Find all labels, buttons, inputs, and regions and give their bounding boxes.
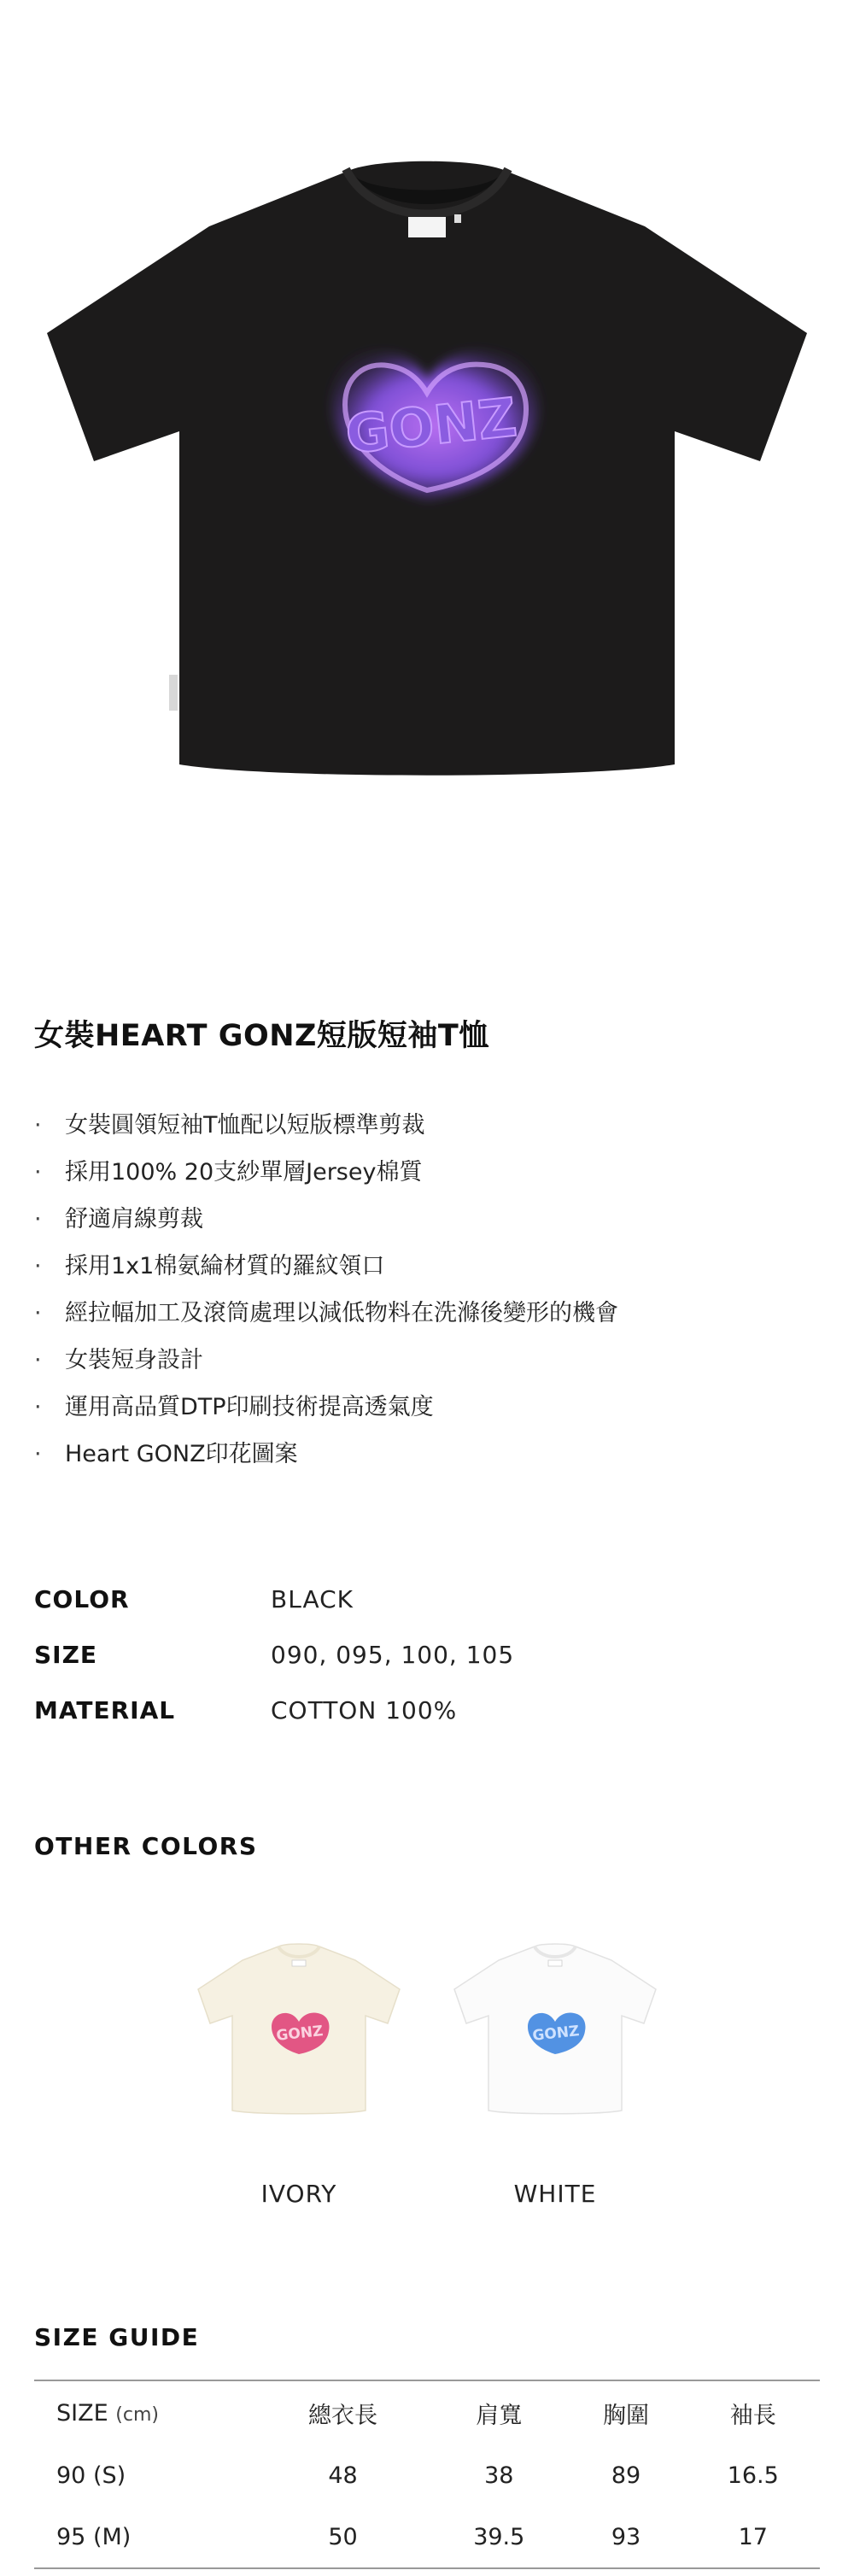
column-header: SIZE (cm) [34, 2380, 254, 2444]
column-header: 胸圍 [565, 2380, 686, 2444]
table-header-row [34, 2380, 820, 2444]
table-cell: 39.5 [432, 2506, 565, 2568]
side-tag [169, 675, 178, 711]
feature-item: · 經拉幅加工及滾筒處理以減低物料在洗滌後變形的機會 [34, 1290, 618, 1337]
spec-key: SIZE [34, 1641, 98, 1669]
variant-label[interactable]: WHITE [513, 2180, 597, 2208]
color-variant-white[interactable] [444, 1935, 666, 2208]
tshirt-white-thumbnail[interactable] [444, 1935, 666, 2127]
spec-row-size [34, 1627, 514, 1683]
print-logo-text: GONZ [342, 385, 520, 466]
bullet-icon: · [34, 1300, 42, 1326]
neck-label [408, 217, 446, 237]
table-cell: 95 (M) [34, 2506, 254, 2568]
column-header: 肩寬 [432, 2380, 565, 2444]
spec-value: 090, 095, 100, 105 [271, 1641, 515, 1669]
spec-row-color [34, 1572, 514, 1627]
feature-item: · 女裝圓領短袖T恤配以短版標準剪裁 [34, 1102, 618, 1149]
spec-value: BLACK [271, 1585, 354, 1613]
bullet-icon: · [34, 1347, 42, 1373]
bullet-icon: · [34, 1394, 42, 1420]
bullet-icon: · [34, 1112, 42, 1139]
svg-text:GONZ: GONZ [275, 2023, 325, 2045]
table-row [34, 2444, 820, 2506]
color-variant-ivory[interactable] [188, 1935, 410, 2208]
feature-list [34, 1102, 618, 1478]
variant-label[interactable]: IVORY [260, 2180, 337, 2208]
other-colors-heading: OTHER COLORS [34, 1832, 258, 1860]
spec-key: COLOR [34, 1585, 130, 1613]
feature-item: · 採用100% 20支紗單層Jersey棉質 [34, 1149, 618, 1196]
size-guide-table [34, 2380, 820, 2569]
feature-item: · 採用1x1棉氨綸材質的羅紋領口 [34, 1243, 618, 1290]
bullet-icon: · [34, 1206, 42, 1232]
spec-value: COTTON 100% [271, 1696, 458, 1724]
product-title: 女裝HEART GONZ短版短袖T恤 [34, 1019, 489, 1053]
unit-label: (cm) [115, 2403, 159, 2426]
bullet-icon: · [34, 1441, 42, 1467]
table-cell: 50 [254, 2506, 432, 2568]
table-cell: 93 [565, 2506, 686, 2568]
bullet-icon: · [34, 1159, 42, 1186]
size-guide-heading: SIZE GUIDE [34, 2323, 200, 2351]
bullet-icon: · [34, 1253, 42, 1279]
spec-key: MATERIAL [34, 1696, 176, 1724]
svg-text:GONZ: GONZ [531, 2023, 581, 2045]
feature-item: · Heart GONZ印花圖案 [34, 1431, 618, 1478]
product-image [0, 0, 854, 957]
spec-table [34, 1572, 514, 1738]
column-header: 袖長 [687, 2380, 820, 2444]
column-header: 總衣長 [254, 2380, 432, 2444]
table-cell: 17 [687, 2506, 820, 2568]
table-cell: 90 (S) [56, 2462, 126, 2489]
feature-item: · 運用高品質DTP印刷技術提高透氣度 [34, 1384, 618, 1431]
table-cell: 48 [328, 2462, 358, 2489]
feature-item: · 舒適肩線剪裁 [34, 1196, 618, 1243]
size-tag [454, 214, 461, 223]
tshirt-ivory-thumbnail[interactable] [188, 1935, 410, 2127]
feature-item: · 女裝短身設計 [34, 1337, 618, 1384]
tshirt-black-illustration [0, 0, 854, 957]
spec-row-material [34, 1683, 514, 1738]
table-cell: 38 [484, 2462, 514, 2489]
table-cell: 16.5 [727, 2462, 779, 2489]
table-row [34, 2506, 820, 2568]
table-cell: 89 [611, 2462, 641, 2489]
